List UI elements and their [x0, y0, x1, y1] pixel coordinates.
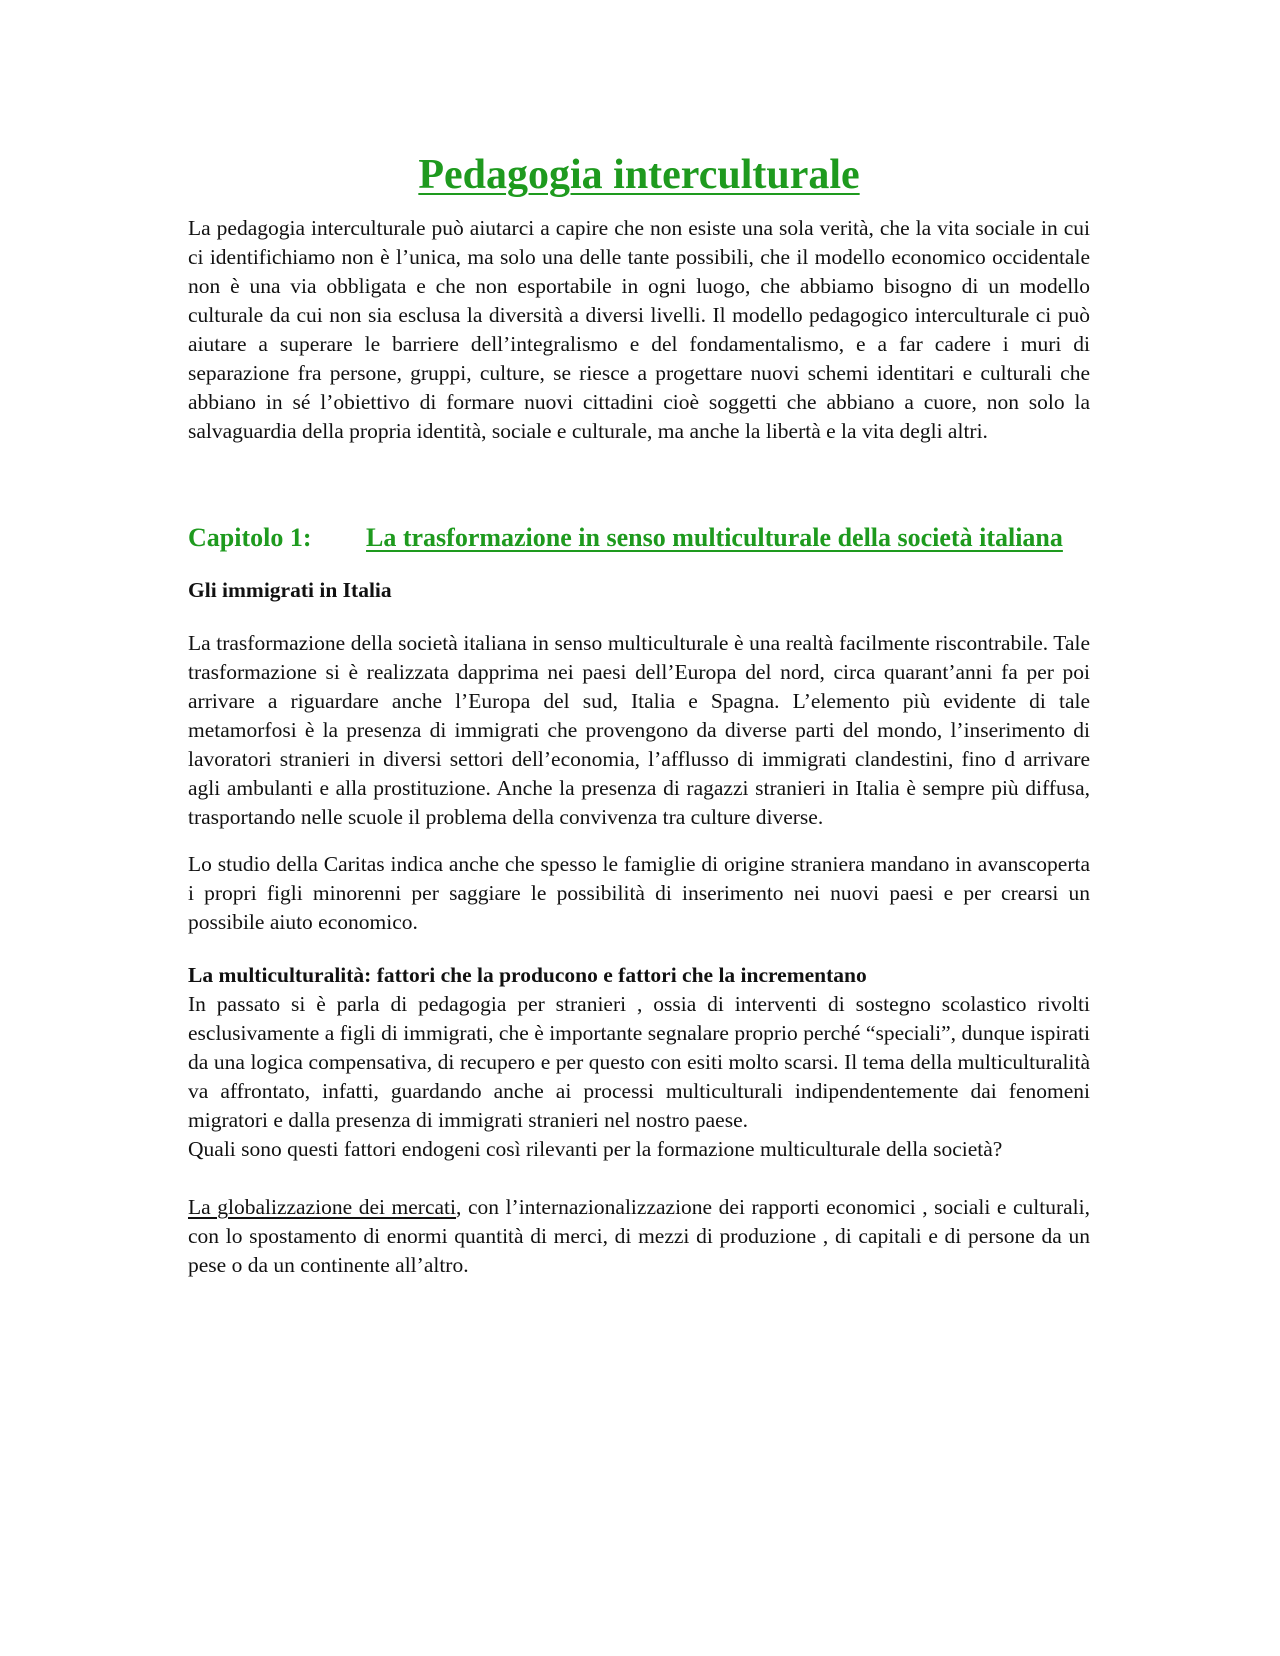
document-title: Pedagogia interculturale	[418, 152, 860, 198]
spacer	[188, 446, 1090, 520]
paragraph-fattori-endogeni: Quali sono questi fattori endogeni così rilevanti per la formazione multiculturale della società?	[188, 1137, 1003, 1162]
section-heading-multiculturalita: La multiculturalità: fattori che la producono e fattori che la incrementano	[188, 963, 867, 988]
chapter-number: Capitolo 1:	[188, 523, 312, 553]
paragraph-pedagogia-stranieri: In passato si è parla di pedagogia per stranieri , ossia di interventi di sostegno scolastico rivolti esclusivamente a figli di immigrati, che è importante segnalare proprio perché “speciali”, dunque ispirati da una logica compensativa, di recupero e per questo con esiti molto scarsi. Il tema della multiculturalità va affrontato, infatti, guardando anche ai processi multiculturali indipendentemente dai fenomeni migratori e dalla presenza di immigrati stranieri nel nostro paese.	[188, 992, 1090, 1133]
paragraph-caritas: Lo studio della Caritas indica anche che spesso le famiglie di origine straniera mandano in avanscoperta i propri figli minorenni per saggiare le possibilità di inserimento nei nuovi paesi e per crearsi un possibile aiuto economico.	[188, 852, 1090, 935]
chapter-heading	[188, 520, 1090, 556]
paragraph-trasformazione: La trasformazione della società italiana in senso multiculturale è una realtà facilmente riscontrabile. Tale trasformazione si è realizzata dapprima nei paesi dell’Europa del nord, circa quarant’anni fa per poi arrivare a riguardare anche l’Europa del sud, Italia e Spagna. L’elemento più evidente di tale metamorfosi è la presenza di immigrati che provengono da diverse parti del mondo, l’inserimento di lavoratori stranieri in diversi settori dell’economia, l’afflusso di immigrati clandestini, fino d arrivare agli ambulanti e alla prostituzione. Anche la presenza di ragazzi stranieri in Italia è sempre più diffusa, trasportando nelle scuole il problema della convivenza tra culture diverse.	[188, 631, 1090, 830]
section-heading-immigrati: Gli immigrati in Italia	[188, 578, 392, 603]
chapter-title: La trasformazione in senso multiculturale della società italiana	[366, 523, 1063, 553]
document-page	[188, 150, 1090, 1280]
globalizzazione-text: , con l’internazionalizzazione dei rapporti economici , sociali e culturali, con lo spostamento di enormi quantità di merci, di mezzi di produzione , di capitali e di persone da un pese o da un continente all’altro.	[188, 1195, 1090, 1278]
intro-paragraph: La pedagogia interculturale può aiutarci a capire che non esiste una sola verità, che la vita sociale in cui ci identifichiamo non è l’unica, ma solo una delle tante possibili, che il modello economico occidentale non è una via obbligata e che non esportabile in ogni luogo, che abbiamo bisogno di un modello culturale da cui non sia esclusa la diversità a diversi livelli. Il modello pedagogico interculturale ci può aiutare a superare le barriere dell’integralismo e del fondamentalismo, e a far cadere i muri di separazione fra persone, gruppi, culture, se riesce a progettare nuovi schemi identitari e culturali che abbiano in sé l’obiettivo di formare nuovi cittadini cioè soggetti che abbiano a cuore, non solo la salvaguardia della propria identità, sociale e culturale, ma anche la libertà e la vita degli altri.	[188, 216, 1090, 444]
globalizzazione-term: La globalizzazione dei mercati	[188, 1195, 457, 1220]
paragraph-globalizzazione	[188, 1193, 1090, 1280]
